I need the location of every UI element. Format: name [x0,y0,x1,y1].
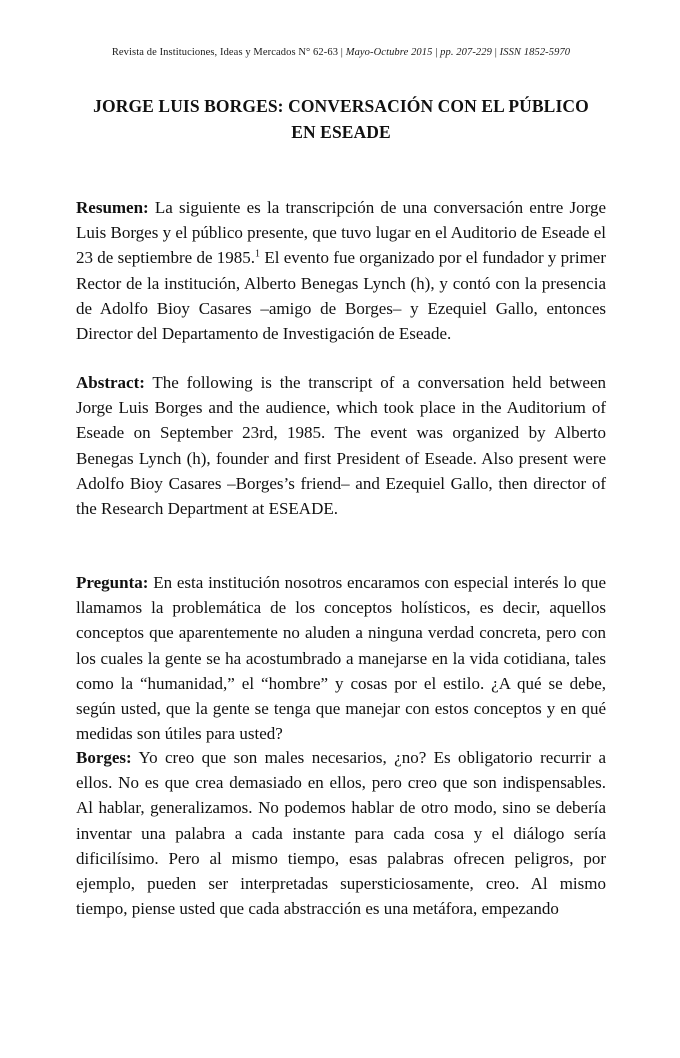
abstract-text: The following is the transcript of a conversation held between Jorge Luis Borges and the audience, which took place in the Auditorium of Eseade on September 23rd, 1985. The event was organized by Alberto Benegas Lynch (h), founder and first President of Eseade. Also present were Adolfo Bioy Casares –Borges’s friend– and Ezequiel Gallo, then director of the Research Department at ESEADE. [76,373,606,519]
running-header [76,47,606,58]
resumen-text: La siguiente es la transcripción de una conversación entre Jorge Luis Borges y el público presente, que tuvo lugar en el Auditorio de Eseade el 23 de septiembre de 1985. [76,198,606,268]
resumen-paragraph [76,195,606,346]
resumen-text-continued: El evento fue organizado por el fundador y primer Rector de la institución, Alberto Benegas Lynch (h), y contó con la presencia de Adolfo Bioy Casares –amigo de Borges– y Ezequiel Gallo, entonces Director del Departamento de Investigación de Eseade. [76,248,606,344]
page-range: pp. 207-229 [440,47,492,58]
article-title-line-2: EN ESEADE [291,122,391,142]
article-title-line-1: JORGE LUIS BORGES: CONVERSACIÓN CON EL PÚBLICO [93,96,589,116]
question-text: En esta institución nosotros encaramos con especial interés lo que llamamos la problemática de los conceptos holísticos, es decir, aquellos conceptos que aparentemente no aluden a ninguna verdad concreta, pero con los cuales la gente se ha acostumbrado a manejarse en la vida cotidiana, tales como la “humanidad,” el “hombre” y cosas por el estilo. ¿A qué se debe, según usted, que la gente se tenga que manejar con estos conceptos y en qué medidas son útiles para usted? [76,573,606,744]
question-paragraph [76,570,606,746]
article-title [76,93,606,145]
header-separator: | [432,47,441,58]
resumen-label: Resumen: [76,198,149,217]
header-separator: | [338,47,346,58]
footnote-marker[interactable]: 1 [255,248,261,260]
answer-paragraph [76,745,606,921]
issue-period: Mayo-Octubre 2015 [345,47,433,58]
abstract-paragraph [76,370,606,521]
answer-label: Borges: [76,748,132,767]
answer-text: Yo creo que son males necesarios, ¿no? Es obligatorio recurrir a ellos. No es que crea demasiado en ellos, pero creo que son indispensables. Al hablar, generalizamos. No podemos hablar de otro modo, sino se debería inventar una palabra a cada instante para cada cosa y el diálogo sería dificilísimo. Pero al mismo tiempo, esas palabras ofrecen peligros, por ejemplo, pueden ser interpretadas supersticiosamente, creo. Al mismo tiempo, piense usted que cada abstracción es una metáfora, empezando [76,748,606,919]
abstract-label: Abstract: [76,373,145,392]
issn: ISSN 1852-5970 [499,47,571,58]
journal-name: Revista de Instituciones, Ideas y Mercados N° 62-63 [111,47,339,58]
question-label: Pregunta: [76,573,149,592]
header-separator: | [491,47,500,58]
